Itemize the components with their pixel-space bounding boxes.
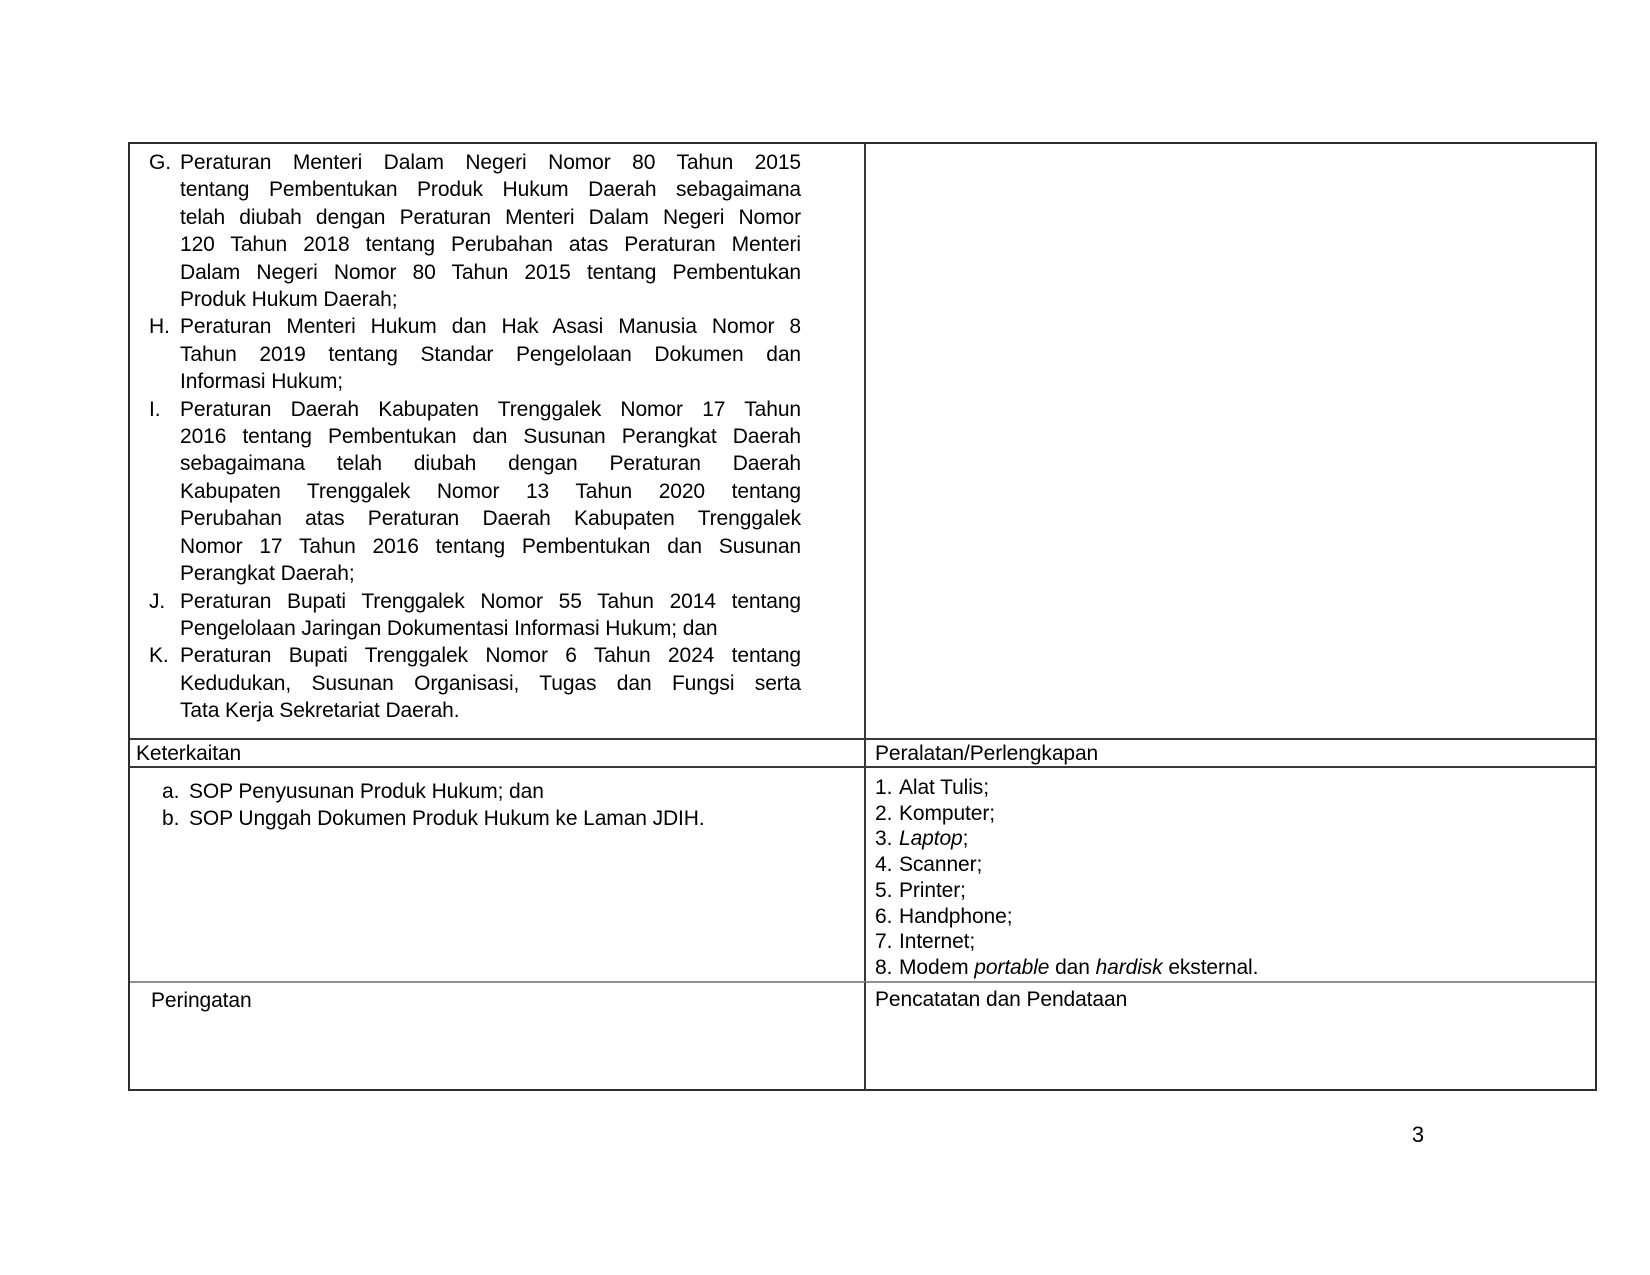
text-line: Produk Hukum Daerah; (180, 288, 398, 312)
item-text-segment: Printer; (899, 878, 966, 902)
empty-cell (866, 144, 1595, 738)
text-line: Perangkat Daerah; (180, 562, 355, 586)
text-line: 2016 tentang Pembentukan dan Susunan Perangkat Daerah (180, 425, 801, 449)
pencatatan-header: Pencatatan dan Pendataan (866, 981, 1595, 1089)
equipment-cell (866, 766, 1595, 981)
list-number: 7. (875, 930, 893, 954)
page-number: 3 (1411, 1122, 1425, 1147)
item-text-segment: Laptop (899, 827, 963, 851)
item-text-segment: Handphone; (899, 904, 1013, 928)
item-text-segment: Internet; (899, 930, 976, 954)
text-line: Informasi Hukum; (180, 370, 343, 394)
text-line: Peraturan Menteri Hukum dan Hak Asasi Manusia Nomor 8 (180, 315, 801, 339)
text-line: Dalam Negeri Nomor 80 Tahun 2015 tentang Pembentukan (180, 260, 801, 284)
item-text-segment: Alat Tulis; (899, 776, 989, 799)
text-line: Nomor 17 Tahun 2016 tentang Pembentukan dan Susunan (180, 534, 801, 558)
equipment-list (875, 775, 1583, 981)
related-sop-item (162, 778, 844, 805)
list-number: 1. (875, 776, 893, 799)
equipment-item (875, 878, 1583, 904)
text-line: Kabupaten Trenggalek Nomor 13 Tahun 2020 tentang (180, 479, 801, 503)
list-number: 3. (875, 827, 893, 851)
text-line: Kedudukan, Susunan Organisasi, Tugas dan Fungsi serta (180, 671, 801, 695)
item-text: SOP Penyusunan Produk Hukum; dan (189, 780, 544, 803)
item-text-segment: ; (962, 827, 969, 851)
list-marker: J. (149, 589, 166, 613)
equipment-item (875, 826, 1583, 852)
legal-basis-list (149, 149, 801, 725)
equipment-item (875, 904, 1583, 930)
legal-basis-item (149, 149, 801, 313)
text-line: tentang Pembentukan Produk Hukum Daerah sebagaimana (180, 178, 801, 202)
list-marker: G. (149, 151, 171, 174)
text-line: Peraturan Daerah Kabupaten Trenggalek Nomor 17 Tahun (180, 397, 801, 421)
text-line: telah diubah dengan Peraturan Menteri Dalam Negeri Nomor (180, 205, 801, 229)
legal-basis-item (149, 313, 801, 395)
related-sop-cell (130, 766, 866, 981)
list-marker: K. (149, 644, 169, 668)
item-text-segment: portable (974, 955, 1050, 979)
keterkaitan-header: Keterkaitan (130, 738, 866, 766)
item-text-segment: Komputer; (899, 801, 995, 825)
equipment-item (875, 955, 1583, 981)
list-number: 4. (875, 853, 893, 877)
text-line: 120 Tahun 2018 tentang Perubahan atas Peraturan Menteri (180, 233, 801, 257)
legal-basis-item (149, 642, 801, 724)
text-line: Pengelolaan Jaringan Dokumentasi Informasi Hukum; dan (180, 616, 718, 640)
sop-table (128, 142, 1597, 1091)
peringatan-header: Peringatan (130, 981, 866, 1089)
list-number: 2. (875, 801, 893, 825)
list-number: 5. (875, 878, 893, 902)
item-text-segment: hardisk (1095, 955, 1163, 979)
equipment-item (875, 852, 1583, 878)
legal-basis-item (149, 588, 801, 643)
related-sop-item (162, 805, 844, 832)
text-line: sebagaimana telah diubah dengan Peraturan Daerah (180, 452, 801, 476)
list-marker: H. (149, 315, 170, 339)
legal-basis-item (149, 396, 801, 588)
list-marker: a. (162, 780, 180, 803)
item-text-segment: Scanner; (899, 853, 983, 877)
item-text-segment: eksternal. (1162, 955, 1259, 979)
peralatan-header: Peralatan/Perlengkapan (866, 738, 1595, 766)
text-line: Peraturan Menteri Dalam Negeri Nomor 80 Tahun 2015 (180, 151, 801, 174)
equipment-item (875, 775, 1583, 801)
list-marker: I. (149, 397, 161, 421)
item-text: SOP Unggah Dokumen Produk Hukum ke Laman JDIH. (189, 807, 705, 830)
list-number: 6. (875, 904, 893, 928)
list-marker: b. (162, 807, 180, 830)
text-line: Perubahan atas Peraturan Daerah Kabupaten Trenggalek (180, 507, 801, 531)
item-text-segment: Modem (899, 955, 975, 979)
text-line: Tata Kerja Sekretariat Daerah. (180, 699, 460, 723)
list-number: 8. (875, 955, 893, 979)
equipment-item (875, 929, 1583, 955)
legal-basis-cell (130, 144, 866, 738)
text-line: Peraturan Bupati Trenggalek Nomor 55 Tahun 2014 tentang (180, 589, 801, 613)
related-sop-list (162, 778, 844, 832)
text-line: Tahun 2019 tentang Standar Pengelolaan Dokumen dan (180, 342, 801, 366)
text-line: Peraturan Bupati Trenggalek Nomor 6 Tahun 2024 tentang (180, 644, 801, 668)
equipment-item (875, 801, 1583, 827)
item-text-segment: dan (1049, 955, 1096, 979)
